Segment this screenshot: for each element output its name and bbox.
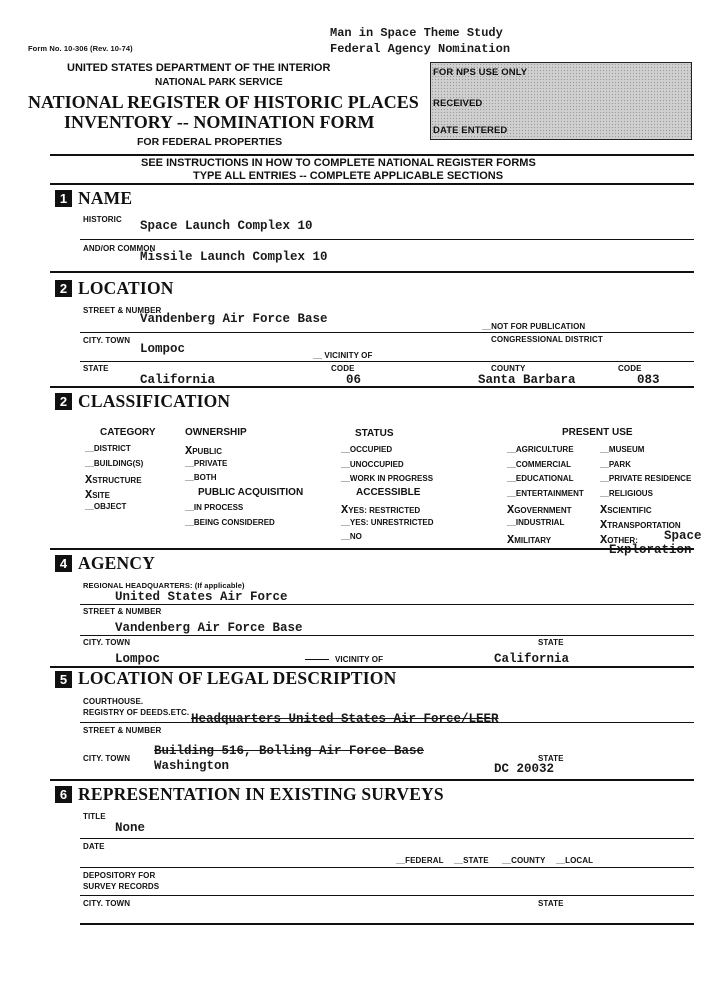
option-label: BOTH [193,473,217,482]
option-label: PUBLIC [192,447,222,456]
rule [50,271,694,273]
acquisition-option[interactable] [185,518,275,527]
section-1-number: 1 [55,190,72,207]
category-option[interactable] [85,502,126,511]
option-label: MILITARY [514,535,552,545]
agency-vicinity-label: VICINITY OF [335,655,384,664]
state-label: STATE [83,364,109,373]
option-label: OTHER: [607,535,638,545]
section-3-title: CLASSIFICATION [78,391,231,411]
legal-city-value: Washington [154,759,230,773]
other-use-value-2: Exploration [609,543,692,557]
option-label: NO [349,532,362,541]
agency-street-label: STREET & NUMBER [83,607,162,616]
use-left-option[interactable] [507,489,584,498]
public-acquisition-heading: PUBLIC ACQUISITION [198,487,304,498]
checkbox-mark: __ [341,474,350,483]
agency-city-value: Lompoc [115,652,161,666]
instructions-line-1: SEE INSTRUCTIONS IN HOW TO COMPLETE NATIONAL REGISTER FORMS [141,157,536,169]
state-option: __STATE [454,856,489,865]
use-left-option[interactable] [507,474,574,483]
state-value: California [140,373,216,387]
nps-use-label: FOR NPS USE ONLY [433,67,528,78]
ownership-option[interactable] [185,444,222,458]
option-label: STRUCTURE [92,476,142,485]
legal-state-value: DC 20032 [494,762,555,776]
present-use-heading: PRESENT USE [562,427,633,438]
option-label: AGRICULTURE [515,445,574,454]
ownership-heading: OWNERSHIP [185,427,247,438]
rule [80,867,694,868]
form-title-2: INVENTORY -- NOMINATION FORM [64,112,375,132]
survey-title-value: None [115,821,146,835]
regional-hq-label: REGIONAL HEADQUARTERS: (If applicable) [83,581,245,590]
checkbox-mark: __ [600,459,609,469]
vicinity-blank [305,659,329,660]
option-label: RELIGIOUS [608,488,653,498]
depository-label-2: SURVEY RECORDS [83,882,160,891]
status-option[interactable] [341,445,392,454]
option-label: BUILDING(S) [93,458,144,468]
survey-state-label: STATE [538,899,564,908]
option-label: SCIENTIFIC [607,506,652,516]
checkbox-mark: X [600,532,608,547]
use-right-option[interactable] [600,460,631,469]
checkbox-mark: __ [85,444,94,453]
agency-state-value: California [494,652,570,666]
checkbox-mark: X [341,503,349,517]
section-4-title: AGENCY [78,553,156,573]
option-label: SITE [92,490,110,500]
instructions-rule [50,183,694,185]
legal-state-label: STATE [538,754,564,763]
rule [50,386,694,388]
checkbox-mark: __ [507,474,516,484]
local-option: __LOCAL [556,856,594,865]
status-option[interactable] [341,474,433,483]
checkbox-mark: __ [185,458,194,468]
checkbox-mark: __ [185,473,194,482]
option-label: EDUCATIONAL [515,474,574,484]
checkbox-mark: __ [341,445,350,454]
checkbox-mark: X [600,518,608,532]
survey-date-label: DATE [83,842,105,851]
checkbox-mark: __ [341,459,350,469]
use-left-option[interactable] [507,533,551,547]
section-1-title: NAME [78,188,133,208]
ownership-option[interactable] [185,459,227,468]
section-3-number: 2 [55,393,72,410]
accessible-option[interactable] [341,532,362,541]
checkbox-mark: __ [507,518,516,527]
category-heading: CATEGORY [100,427,156,438]
option-label: COMMERCIAL [515,459,572,469]
department-heading: UNITED STATES DEPARTMENT OF THE INTERIOR [67,62,331,74]
checkbox-mark: X [85,487,93,502]
use-right-option[interactable] [600,503,652,517]
option-label: TRANSPORTATION [607,521,681,530]
option-label: GOVERNMENT [514,506,572,516]
street-value: Vandenberg Air Force Base [140,312,328,326]
section-4-number: 4 [55,555,72,572]
use-left-option[interactable] [507,503,572,517]
historic-value: Space Launch Complex 10 [140,219,313,233]
section-6-number: 6 [55,786,72,803]
option-label: YES: UNRESTRICTED [349,517,434,527]
checkbox-mark: X [600,503,608,518]
city-value: Lompoc [140,342,186,356]
status-heading: STATUS [355,428,394,439]
section-6-title: REPRESENTATION IN EXISTING SURVEYS [78,784,444,804]
checkbox-mark: __ [185,503,194,512]
checkbox-mark: __ [507,445,516,454]
rule [80,895,694,896]
rule [80,332,694,333]
instructions-line-2: TYPE ALL ENTRIES -- COMPLETE APPLICABLE SECTIONS [193,170,504,182]
checkbox-mark: __ [507,459,516,469]
checkbox-mark: __ [600,474,609,484]
congressional-district-label: CONGRESSIONAL DISTRICT [491,335,603,344]
acquisition-option[interactable] [185,503,243,512]
rule [80,239,694,240]
option-label: BEING CONSIDERED [193,517,275,527]
option-label: MUSEUM [608,445,645,454]
county-value: Santa Barbara [478,373,576,387]
other-use-value-1: Space [664,529,702,543]
survey-city-label: CITY. TOWN [83,899,131,908]
common-value: Missile Launch Complex 10 [140,250,328,264]
county-label: COUNTY [491,364,526,373]
accessible-option[interactable] [341,503,420,517]
historic-label: HISTORIC [83,215,122,224]
category-option[interactable] [85,488,110,502]
form-number: Form No. 10-306 (Rev. 10-74) [28,44,133,53]
category-option[interactable] [85,459,143,468]
use-left-option[interactable] [507,445,574,454]
option-label: WORK IN PROGRESS [349,474,434,483]
section-5-number: 5 [55,671,72,688]
service-heading: NATIONAL PARK SERVICE [155,77,283,88]
rule [80,635,694,636]
study-line-1: Man in Space Theme Study [330,26,503,40]
date-entered-label: DATE ENTERED [433,125,508,136]
checkbox-mark: __ [185,517,194,527]
checkbox-mark: __ [341,517,350,527]
checkbox-mark: X [507,503,515,518]
rule [80,604,694,605]
use-right-option[interactable] [600,489,653,498]
use-right-option[interactable] [600,445,644,454]
county-option: __COUNTY [502,856,546,865]
rule [50,779,694,781]
agency-city-label: CITY. TOWN [83,638,131,647]
city-label: CITY. TOWN [83,336,131,345]
study-line-2: Federal Agency Nomination [330,42,511,56]
section-2-title: LOCATION [78,278,174,298]
county-code-label: CODE [618,364,642,373]
header-rule [50,154,694,156]
checkbox-mark: __ [85,458,94,468]
form-title-1: NATIONAL REGISTER OF HISTORIC PLACES [28,92,419,112]
agency-state-label: STATE [538,638,564,647]
checkbox-mark: X [85,473,93,487]
courthouse-label-2: REGISTRY OF DEEDS.ETC. [83,708,190,717]
street-label: STREET & NUMBER [83,306,162,315]
option-label: INDUSTRIAL [515,518,565,527]
common-label: AND/OR COMMON [83,244,156,253]
code-label: CODE [331,364,355,373]
option-label: ENTERTAINMENT [515,488,584,498]
accessible-heading: ACCESSIBLE [356,487,421,498]
code-value: 06 [346,373,362,387]
option-label: DISTRICT [93,444,131,453]
checkbox-mark: __ [600,488,609,498]
checkbox-mark: __ [507,488,516,498]
option-label: UNOCCUPIED [349,459,404,469]
option-label: OCCUPIED [349,445,393,454]
use-left-option[interactable] [507,518,564,527]
status-option[interactable] [341,460,404,469]
accessible-option[interactable] [341,518,433,527]
section-2-number: 2 [55,280,72,297]
category-option[interactable] [85,473,142,487]
option-label: YES: RESTRICTED [348,506,421,515]
survey-title-label: TITLE [83,812,106,821]
received-label: RECEIVED [433,98,483,109]
depository-label-1: DEPOSITORY FOR [83,871,156,880]
checkbox-mark: __ [85,502,94,511]
nps-use-box [430,62,692,140]
county-code-value: 083 [637,373,660,387]
ownership-option[interactable] [185,473,217,482]
option-label: OBJECT [93,502,127,511]
rule [80,923,694,925]
checkbox-mark: X [185,444,193,458]
category-option[interactable] [85,444,131,453]
rule [80,722,694,723]
legal-street-label: STREET & NUMBER [83,726,162,735]
rule [80,838,694,839]
checkbox-mark: __ [600,445,609,454]
rule [80,361,694,362]
legal-street-value: Building 516, Bolling Air Force Base [154,744,425,758]
form-subtitle: FOR FEDERAL PROPERTIES [137,136,283,148]
use-left-option[interactable] [507,460,571,469]
courthouse-label-1: COURTHOUSE. [83,697,144,706]
checkbox-mark: X [507,532,515,547]
courthouse-value: Headquarters United States Air Force/LEER [191,712,499,726]
option-label: PRIVATE RESIDENCE [608,474,692,484]
agency-street-value: Vandenberg Air Force Base [115,621,303,635]
legal-city-label: CITY. TOWN [83,754,131,763]
not-for-publication: __NOT FOR PUBLICATION [482,322,586,331]
section-5-title: LOCATION OF LEGAL DESCRIPTION [78,668,397,688]
checkbox-mark: __ [341,532,350,541]
option-label: PRIVATE [193,458,228,468]
use-right-option[interactable] [600,474,691,483]
rule [50,548,694,550]
option-label: PARK [608,459,631,469]
option-label: IN PROCESS [193,503,244,512]
federal-option: __FEDERAL [396,856,444,865]
regional-hq-value: United States Air Force [115,590,288,604]
vicinity-label: __ VICINITY OF [313,351,373,360]
